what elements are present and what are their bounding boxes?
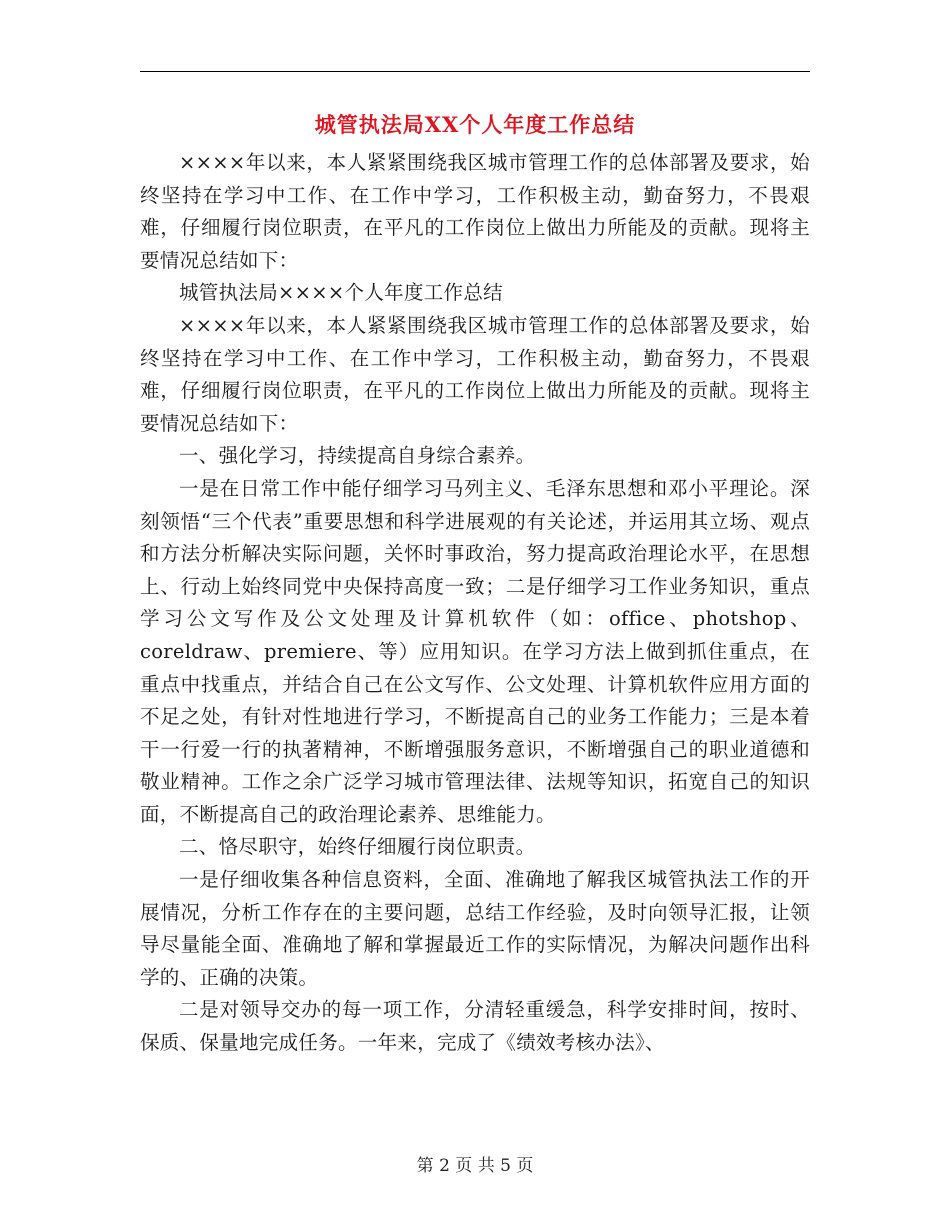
paragraph: ××××年以来，本人紧紧围绕我区城市管理工作的总体部署及要求，始终坚持在学习中工作、在工作中学习，工作积极主动，勤奋努力，不畏艰难，仔细履行岗位职责，在平凡的工作岗位上做出力所能及的贡献。现将主要情况总结如下：: [140, 313, 810, 435]
paragraph: 一是在日常工作中能仔细学习马列主义、毛泽东思想和邓小平理论。深刻领悟“三个代表”重要思想和科学进展观的有关论述，并运用其立场、观点和方法分析解决实际问题，关怀时事政治，努力提高政治理论水平，在思想上、行动上始终同党中央保持高度一致；二是仔细学习工作业务知识，重点学习公文写作及公文处理及计算机软件（如：office、photshop、coreldraw、premiere、等）应用知识。在学习方法上做到抓住重点，在重点中找重点，并结合自己在公文写作、公文处理、计算机软件应用方面的不足之处，有针对性地进行学习，不断提高自己的业务工作能力；三是本着干一行爱一行的执著精神，不断增强服务意识，不断增强自己的职业道德和敬业精神。工作之余广泛学习城市管理法律、法规等知识，拓宽自己的知识面，不断提高自己的政治理论素养、思维能力。: [140, 476, 810, 826]
paragraph: 城管执法局××××个人年度工作总结: [179, 281, 503, 305]
section-heading: 一、强化学习，持续提高自身综合素养。: [179, 444, 536, 468]
paragraph: 二是对领导交办的每一项工作，分清轻重缓急，科学安排时间，按时、保质、保量地完成任务。一年来，完成了《绩效考核办法》、: [140, 998, 810, 1055]
document-title: 城管执法局XX个人年度工作总结: [314, 112, 636, 137]
document-body: [140, 147, 810, 1060]
header-rule: [140, 71, 810, 72]
paragraph: ××××年以来，本人紧紧围绕我区城市管理工作的总体部署及要求，始终坚持在学习中工作、在工作中学习，工作积极主动，勤奋努力，不畏艰难，仔细履行岗位职责，在平凡的工作岗位上做出力所能及的贡献。现将主要情况总结如下：: [140, 151, 810, 272]
section-heading: 二、恪尽职守，始终仔细履行岗位职责。: [179, 835, 536, 859]
paragraph: 一是仔细收集各种信息资料，全面、准确地了解我区城管执法工作的开展情况，分析工作存在的主要问题，总结工作经验，及时向领导汇报，让领导尽量能全面、准确地了解和掌握最近工作的实际情况，为解决问题作出科学的、正确的决策。: [140, 868, 810, 989]
page-number-footer: 第 2 页 共 5 页: [416, 1156, 534, 1176]
